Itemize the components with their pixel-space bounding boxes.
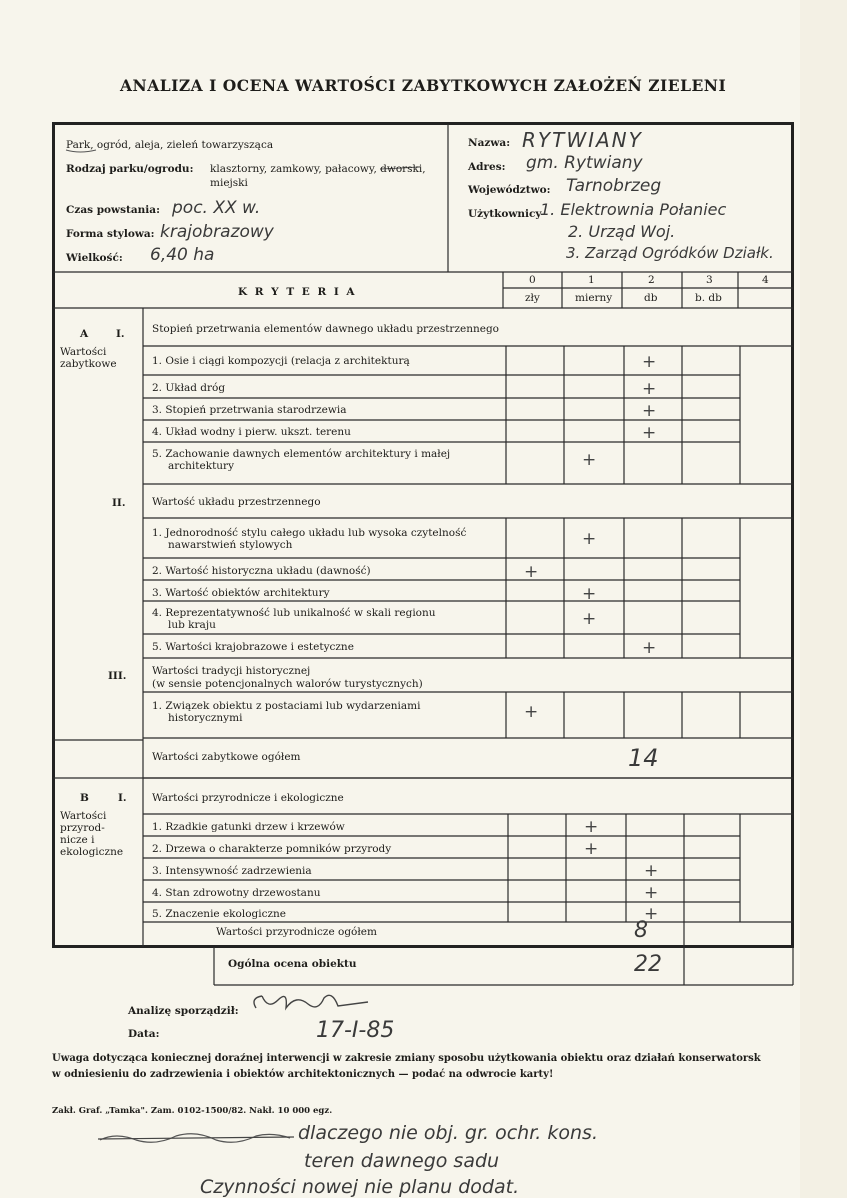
rating-mark: +: [524, 562, 539, 582]
user-1: 1. Elektrownia Połaniec: [540, 200, 727, 219]
section-a-num-1: I.: [116, 328, 125, 340]
criterion-label: 2. Wartość historyczna układu (dawność): [152, 565, 371, 577]
scale-name-1: mierny: [575, 292, 613, 304]
criterion-label: 5. Znaczenie ekologiczne: [152, 908, 287, 920]
section-b-code: B: [80, 792, 89, 804]
criterion-label: 3. Stopień przetrwania starodrzewia: [152, 404, 347, 416]
criterion-label-cont: historycznymi: [168, 712, 243, 724]
section-b-num-1: I.: [118, 792, 127, 804]
section-b-title-4: ekologiczne: [60, 846, 124, 858]
rating-mark: +: [582, 609, 597, 629]
scale-name-3: b. db: [695, 292, 722, 304]
style-value: krajobrazowy: [160, 222, 274, 242]
scale-2: 2: [648, 274, 655, 286]
section-b-title: Wartości: [60, 810, 107, 822]
address-value: gm. Rytwiany: [526, 153, 643, 173]
total-b-label: Wartości przyrodnicze ogółem: [216, 926, 377, 938]
total-a-label: Wartości zabytkowe ogółem: [152, 751, 301, 763]
size-label: Wielkość:: [66, 252, 123, 264]
scale-0: 0: [529, 274, 536, 286]
rating-mark: +: [584, 817, 599, 837]
address-label: Adres:: [468, 161, 506, 173]
printer-info: Zakł. Graf. „Tamka". Zam. 0102-1500/82. Nakł. 10 000 egz.: [52, 1106, 333, 1116]
users-label: Użytkownicy: [468, 208, 542, 220]
group-a1-title: Stopień przetrwania elementów dawnego układu przestrzennego: [152, 323, 499, 335]
user-2: 2. Urząd Woj.: [568, 222, 676, 241]
section-b-title-3: nicze i: [60, 834, 95, 846]
section-a-title-2: zabytkowe: [60, 358, 117, 370]
scale-name-0: zły: [525, 292, 540, 304]
criterion-label: 4. Układ wodny i pierw. ukszt. terenu: [152, 426, 351, 438]
note-line-2: w odniesieniu do zadrzewienia i obiektów architektonicznych — podać na odwrocie karty!: [52, 1069, 554, 1080]
criterion-label: 2. Drzewa o charakterze pomników przyrody: [152, 843, 392, 855]
section-a-title: Wartości: [60, 346, 107, 358]
rating-mark: +: [642, 423, 657, 443]
criterion-label: 1. Jednorodność stylu całego układu lub wysoka czytelność: [152, 527, 467, 539]
rating-mark: +: [642, 401, 657, 421]
period-label: Czas powstania:: [66, 204, 160, 216]
signature: [248, 988, 378, 1018]
overall-label: Ogólna ocena obiektu: [228, 958, 357, 970]
kind-options-2: miejski: [210, 177, 248, 189]
voivodeship-label: Województwo:: [468, 184, 551, 196]
section-a-num-3: III.: [108, 670, 127, 682]
scale-3: 3: [706, 274, 713, 286]
criterion-label: 5. Wartości krajobrazowe i estetyczne: [152, 641, 354, 653]
rating-mark: +: [644, 883, 659, 903]
scale-1: 1: [588, 274, 595, 286]
criterion-label: 5. Zachowanie dawnych elementów architektury i małej: [152, 448, 451, 460]
overall-value: 22: [634, 952, 662, 977]
criterion-label: 3. Intensywność zadrzewienia: [152, 865, 312, 877]
date-value: 17-I-85: [316, 1018, 395, 1043]
criterion-label: 1. Związek obiektu z postaciami lub wydarzeniami: [152, 700, 421, 712]
user-3: 3. Zarząd Ogródków Działk.: [566, 244, 774, 262]
total-b-value: 8: [634, 918, 648, 943]
note-line-1: Uwaga dotycząca koniecznej doraźnej interwencji w zakresie zmiany sposobu użytkowania obiektu oraz działań konserwatorsk: [52, 1053, 761, 1064]
criterion-label: 3. Wartość obiektów architektury: [152, 587, 330, 599]
criterion-label-cont: lub kraju: [168, 619, 216, 631]
rating-mark: +: [582, 450, 597, 470]
rating-mark: +: [584, 839, 599, 859]
group-a2-title: Wartość układu przestrzennego: [152, 496, 321, 508]
rating-mark: +: [644, 861, 659, 881]
handwritten-note-3: Czynności nowej nie planu dodat.: [200, 1176, 520, 1198]
section-a-num-2: II.: [112, 497, 126, 509]
rating-mark: +: [524, 702, 539, 722]
scale-name-2: db: [644, 292, 658, 304]
criterion-label: 4. Reprezentatywność lub unikalność w skali regionu: [152, 607, 436, 619]
criterion-label: 2. Układ dróg: [152, 382, 226, 394]
rating-mark: +: [642, 352, 657, 372]
size-value: 6,40 ha: [150, 245, 215, 265]
criterion-label-cont: nawarstwień stylowych: [168, 539, 293, 551]
scale-4: 4: [762, 274, 769, 286]
document-title: ANALIZA I OCENA WARTOŚCI ZABYTKOWYCH ZAŁOŻEŃ ZIELENI: [120, 76, 727, 95]
rating-mark: +: [582, 584, 597, 604]
period-value: poc. XX w.: [172, 198, 261, 218]
rating-mark: +: [644, 904, 659, 924]
section-a-code: A: [80, 328, 89, 340]
section-b-title-2: przyrod-: [60, 822, 105, 834]
criteria-label: K R Y T E R I A: [238, 286, 357, 298]
prepared-label: Analizę sporządził:: [128, 1005, 239, 1017]
criterion-label: 1. Osie i ciągi kompozycji (relacja z architekturą: [152, 355, 410, 367]
rating-mark: +: [642, 379, 657, 399]
rating-mark: +: [582, 529, 597, 549]
date-label: Data:: [128, 1028, 160, 1040]
kind-options: klasztorny, zamkowy, pałacowy, dworski,: [210, 163, 426, 175]
group-a3-title: Wartości tradycji historycznej: [152, 665, 311, 677]
total-a-value: 14: [628, 744, 659, 772]
handwritten-note-2: teren dawnego sadu: [304, 1150, 500, 1172]
voivodeship-value: Tarnobrzeg: [566, 176, 662, 196]
name-value: RYTWIANY: [522, 128, 643, 152]
group-b1-title: Wartości przyrodnicze i ekologiczne: [152, 792, 344, 804]
criterion-label: 1. Rzadkie gatunki drzew i krzewów: [152, 821, 345, 833]
handwritten-note-1: dlaczego nie obj. gr. ochr. kons.: [298, 1122, 598, 1144]
criterion-label-cont: architektury: [168, 460, 235, 472]
kind-label: Rodzaj parku/ogrodu:: [66, 163, 194, 175]
type-line: Park, ogród, aleja, zieleń towarzysząca: [66, 139, 274, 151]
criterion-label: 4. Stan zdrowotny drzewostanu: [152, 887, 321, 899]
rating-mark: +: [642, 638, 657, 658]
name-label: Nazwa:: [468, 137, 511, 149]
struck-handwriting: [96, 1126, 296, 1156]
style-label: Forma stylowa:: [66, 228, 155, 240]
group-a3-subtitle: (w sensie potencjonalnych walorów turystycznych): [152, 678, 423, 690]
